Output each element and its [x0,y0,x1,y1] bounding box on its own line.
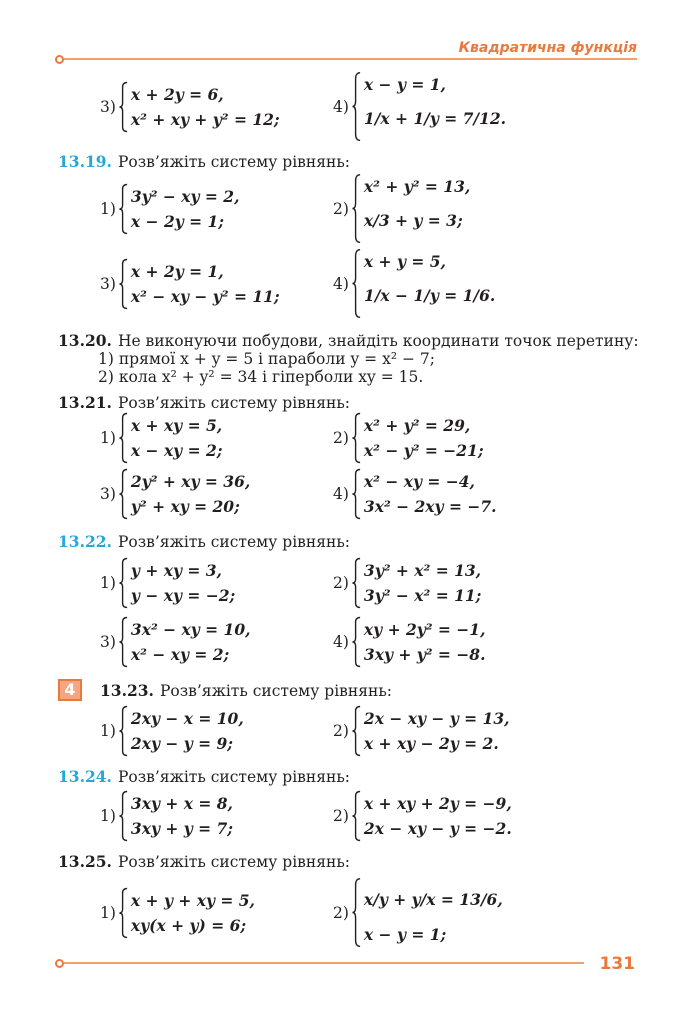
equation: x + xy − 2y = 2. [363,734,499,753]
exercise-heading [58,532,350,551]
brace-icon [119,791,128,841]
exercise-heading [100,681,392,700]
equation: 2x − xy − y = 13, [363,709,510,728]
item-1322-4 [333,617,485,667]
item-1321-3 [100,469,250,519]
item-label: 4) [333,97,349,116]
equation: 3y² − xy = 2, [130,187,240,206]
brace-icon [119,617,128,667]
brace-icon [352,791,361,841]
item-label: 3) [100,633,116,651]
equation: y − xy = −2; [130,586,236,605]
brace-icon [119,558,128,608]
brace-icon [119,82,128,132]
brace-icon [119,259,128,309]
exercise-prompt: Розв’яжіть систему рівнянь: [159,682,392,700]
equation: x − y = 1, [363,75,446,94]
brace-icon [119,413,128,463]
exercise-heading [58,152,350,171]
equation: xy(x + y) = 6; [130,916,247,935]
equation: 1/x − 1/y = 1/6. [363,286,496,305]
equation: x + y + xy = 5, [130,891,255,910]
equation: x/3 + y = 3; [363,211,463,230]
equation: x² − xy = −4, [363,472,475,491]
equation: 1/x + 1/y = 7/12. [363,109,507,128]
item-1322-1 [100,558,235,608]
brace-icon [352,617,361,667]
item-label: 1) [100,429,116,447]
exercise-line: 2) кола x² + y² = 34 і гіперболи xy = 15. [98,368,424,386]
item-label: 3) [100,485,116,503]
item-1319-1 [100,184,240,234]
exercise-prompt: Розв’яжіть систему рівнянь: [117,533,350,551]
equation: 2x − xy − y = −2. [363,819,512,838]
equation: x² − xy = 2; [130,645,230,664]
exercise-number: 13.24. [58,767,112,786]
item-1319-2 [333,174,470,243]
brace-icon [352,249,361,318]
item-label: 2) [333,199,349,218]
page-number: 131 [599,954,635,974]
exercise-prompt: Не виконуючи побудови, знайдіть координати точок перетину: [117,332,639,350]
equation: x² − xy − y² = 11; [130,287,280,306]
brace-icon [119,706,128,756]
brace-icon [119,888,128,938]
exercise-heading [58,852,350,871]
header-title: Квадратична функція [458,40,637,56]
exercise-number: 13.21. [58,393,112,412]
equation: 3xy + x = 8, [130,794,233,813]
exercise-number: 13.22. [58,532,112,551]
equation: x + 2y = 6, [130,85,224,104]
item-1325-1 [100,888,255,938]
exercise-heading [58,393,350,412]
equation: x/y + y/x = 13/6, [363,890,503,909]
brace-icon [352,878,361,947]
item-1322-3 [100,617,251,667]
equation: 3xy + y = 7; [130,819,234,838]
equation: x + y = 5, [363,252,446,271]
exercise-number: 13.19. [58,152,112,171]
item-1321-4 [333,469,497,519]
item-1321-2 [333,413,484,463]
equation: xy + 2y² = −1, [363,620,486,639]
equation: y² + xy = 20; [130,497,240,516]
equation: x − xy = 2; [130,441,223,460]
brace-icon [352,174,361,243]
item-label: 4) [333,274,349,293]
item-label: 2) [333,903,349,922]
equation: 3y² − x² = 11; [363,586,482,605]
equation: 2xy − x = 10, [130,709,244,728]
exercise-prompt: Розв’яжіть систему рівнянь: [117,853,350,871]
footer-rule-dot [55,959,64,968]
item-1323-2 [333,706,510,756]
equation: 3xy + y² = −8. [363,645,486,664]
footer-rule [64,962,584,964]
equation: x² + xy + y² = 12; [130,110,280,129]
item-label: 1) [100,904,116,922]
item-label: 2) [333,429,349,447]
exercise-prompt: Розв’яжіть систему рівнянь: [117,394,350,412]
exercise-heading [58,767,350,786]
equation: 2y² + xy = 36, [130,472,251,491]
item-label: 1) [100,574,116,592]
item-1325-2 [333,878,503,947]
brace-icon [119,469,128,519]
item-label: 3) [100,98,116,116]
brace-icon [119,184,128,234]
equation: 3x² − xy = 10, [130,620,251,639]
exercise-number: 13.23. [100,681,154,700]
exercise-prompt: Розв’яжіть систему рівнянь: [117,768,350,786]
exercise-line: 1) прямої x + y = 5 і параболи y = x² − 7; [98,350,435,368]
brace-icon [352,706,361,756]
item-label: 1) [100,722,116,740]
brace-icon [352,558,361,608]
item-1321-1 [100,413,222,463]
brace-icon [352,469,361,519]
equation: x² − y² = −21; [363,441,484,460]
brace-icon [352,72,361,141]
exercise-heading [58,331,639,350]
brace-icon [352,413,361,463]
level-badge: 4 [58,679,82,701]
equation: 3x² − 2xy = −7. [363,497,497,516]
equation: 2xy − y = 9; [130,734,234,753]
item-1324-2 [333,791,512,841]
item-1324-1 [100,791,233,841]
item-1322-2 [333,558,481,608]
equation: y + xy = 3, [130,561,222,580]
equation: x² + y² = 29, [363,416,471,435]
item-1319-3 [100,259,280,309]
equation: x² + y² = 13, [363,177,471,196]
equation: x − y = 1; [363,925,447,944]
item-label: 4) [333,485,349,503]
exercise-number: 13.20. [58,331,112,350]
item-label: 2) [333,574,349,592]
item-label: 1) [100,200,116,218]
exercise-prompt: Розв’яжіть систему рівнянь: [117,153,350,171]
equation: x + xy = 5, [130,416,223,435]
item-label: 1) [100,807,116,825]
exercise-number: 13.25. [58,852,112,871]
equation: x + xy + 2y = −9, [363,794,512,813]
item-1319-4 [333,249,495,318]
header-rule [64,58,637,60]
item-label: 3) [100,275,116,293]
item-label: 4) [333,633,349,651]
item-label: 2) [333,807,349,825]
item-top-4 [333,72,506,141]
item-top-3 [100,82,280,132]
equation: x − 2y = 1; [130,212,225,231]
equation: 3y² + x² = 13, [363,561,482,580]
item-label: 2) [333,722,349,740]
header-rule-dot [55,55,64,64]
item-1323-1 [100,706,244,756]
equation: x + 2y = 1, [130,262,224,281]
